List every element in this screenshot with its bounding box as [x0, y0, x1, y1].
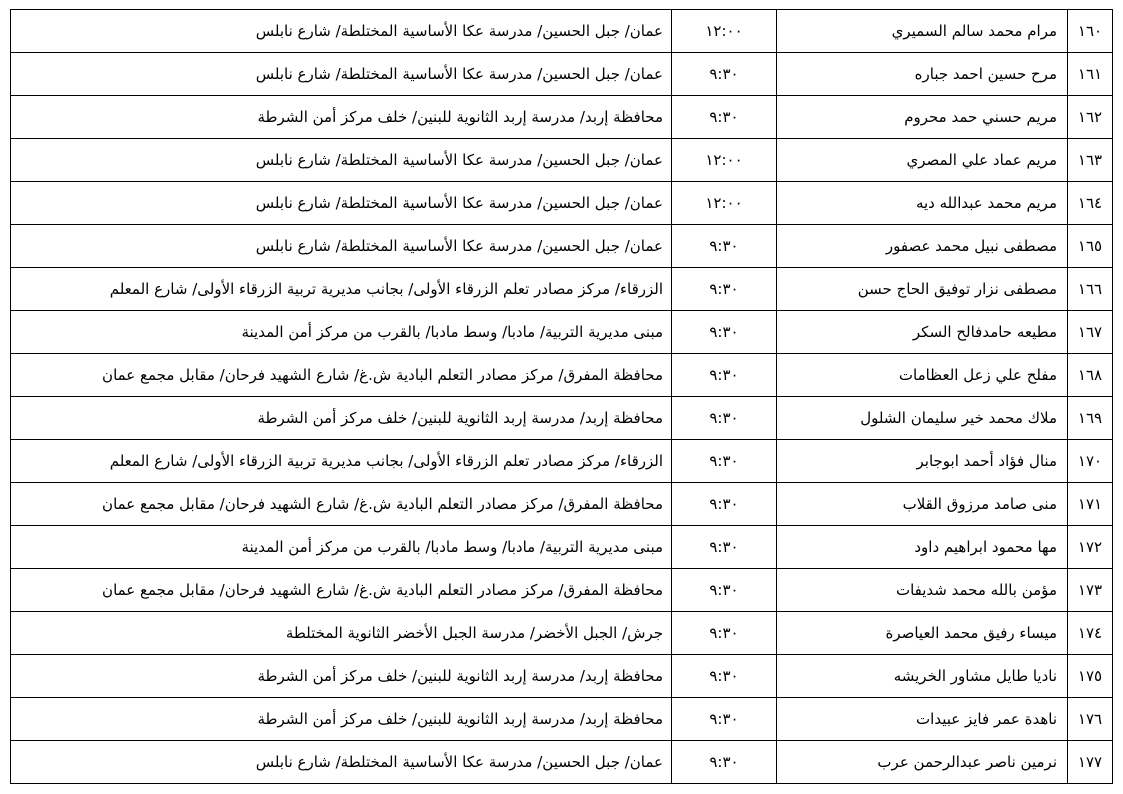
table-row [11, 96, 1113, 139]
candidate-name-cell: مريم محمد عبدالله ديه [777, 182, 1068, 225]
exam-location-cell: عمان/ جبل الحسين/ مدرسة عكا الأساسية المختلطة/ شارع نابلس [11, 53, 672, 96]
exam-time-cell: ٩:٣٠ [672, 440, 777, 483]
candidate-name-cell: مطيعه حامدفالح السكر [777, 311, 1068, 354]
candidate-name-cell: منى صامد مرزوق القلاب [777, 483, 1068, 526]
table-row [11, 182, 1113, 225]
candidate-name-cell: ملاك محمد خير سليمان الشلول [777, 397, 1068, 440]
exam-time-cell: ٩:٣٠ [672, 612, 777, 655]
exam-time-cell: ١٢:٠٠ [672, 139, 777, 182]
candidate-name-cell: مصطفى نبيل محمد عصفور [777, 225, 1068, 268]
candidate-name-cell: مؤمن بالله محمد شديفات [777, 569, 1068, 612]
candidate-name-cell: ناديا طايل مشاور الخريشه [777, 655, 1068, 698]
row-number-cell: ١٧٤ [1068, 612, 1113, 655]
exam-time-cell: ١٢:٠٠ [672, 10, 777, 53]
row-number-cell: ١٦٣ [1068, 139, 1113, 182]
exam-time-cell: ٩:٣٠ [672, 569, 777, 612]
candidate-name-cell: منال فؤاد أحمد ابوجابر [777, 440, 1068, 483]
exam-location-cell: محافظة إربد/ مدرسة إربد الثانوية للبنين/ خلف مركز أمن الشرطة [11, 397, 672, 440]
exam-time-cell: ٩:٣٠ [672, 96, 777, 139]
row-number-cell: ١٧٥ [1068, 655, 1113, 698]
table-row [11, 440, 1113, 483]
table-row [11, 139, 1113, 182]
exam-time-cell: ٩:٣٠ [672, 53, 777, 96]
candidate-name-cell: مرح حسين احمد جباره [777, 53, 1068, 96]
exam-location-cell: عمان/ جبل الحسين/ مدرسة عكا الأساسية المختلطة/ شارع نابلس [11, 139, 672, 182]
row-number-cell: ١٦٦ [1068, 268, 1113, 311]
row-number-cell: ١٦٤ [1068, 182, 1113, 225]
exam-location-cell: عمان/ جبل الحسين/ مدرسة عكا الأساسية المختلطة/ شارع نابلس [11, 10, 672, 53]
schedule-table [10, 9, 1113, 784]
row-number-cell: ١٦٧ [1068, 311, 1113, 354]
exam-time-cell: ٩:٣٠ [672, 698, 777, 741]
exam-location-cell: عمان/ جبل الحسين/ مدرسة عكا الأساسية المختلطة/ شارع نابلس [11, 182, 672, 225]
schedule-table-body [11, 10, 1113, 784]
candidate-name-cell: مها محمود ابراهيم داود [777, 526, 1068, 569]
exam-location-cell: عمان/ جبل الحسين/ مدرسة عكا الأساسية المختلطة/ شارع نابلس [11, 225, 672, 268]
row-number-cell: ١٧٢ [1068, 526, 1113, 569]
exam-time-cell: ٩:٣٠ [672, 311, 777, 354]
candidate-name-cell: ميساء رفيق محمد العياصرة [777, 612, 1068, 655]
table-row [11, 354, 1113, 397]
exam-location-cell: محافظة المفرق/ مركز مصادر التعلم البادية ش.غ/ شارع الشهيد فرحان/ مقابل مجمع عمان [11, 569, 672, 612]
table-row [11, 268, 1113, 311]
table-row [11, 655, 1113, 698]
exam-location-cell: محافظة إربد/ مدرسة إربد الثانوية للبنين/ خلف مركز أمن الشرطة [11, 96, 672, 139]
candidate-name-cell: مصطفى نزار توفيق الحاج حسن [777, 268, 1068, 311]
exam-location-cell: محافظة إربد/ مدرسة إربد الثانوية للبنين/ خلف مركز أمن الشرطة [11, 698, 672, 741]
exam-time-cell: ٩:٣٠ [672, 526, 777, 569]
table-row [11, 526, 1113, 569]
exam-time-cell: ٩:٣٠ [672, 225, 777, 268]
exam-location-cell: عمان/ جبل الحسين/ مدرسة عكا الأساسية المختلطة/ شارع نابلس [11, 741, 672, 784]
row-number-cell: ١٦٩ [1068, 397, 1113, 440]
table-row [11, 10, 1113, 53]
table-row [11, 397, 1113, 440]
row-number-cell: ١٦١ [1068, 53, 1113, 96]
exam-time-cell: ٩:٣٠ [672, 741, 777, 784]
table-row [11, 612, 1113, 655]
row-number-cell: ١٦٨ [1068, 354, 1113, 397]
row-number-cell: ١٧٧ [1068, 741, 1113, 784]
row-number-cell: ١٦٥ [1068, 225, 1113, 268]
exam-time-cell: ٩:٣٠ [672, 655, 777, 698]
exam-time-cell: ٩:٣٠ [672, 268, 777, 311]
exam-location-cell: محافظة إربد/ مدرسة إربد الثانوية للبنين/ خلف مركز أمن الشرطة [11, 655, 672, 698]
table-row [11, 569, 1113, 612]
table-row [11, 311, 1113, 354]
row-number-cell: ١٧٠ [1068, 440, 1113, 483]
exam-location-cell: مبنى مديرية التربية/ مادبا/ وسط مادبا/ بالقرب من مركز أمن المدينة [11, 526, 672, 569]
exam-location-cell: الزرقاء/ مركز مصادر تعلم الزرقاء الأولى/ بجانب مديرية تربية الزرقاء الأولى/ شارع المعلم [11, 440, 672, 483]
table-row [11, 225, 1113, 268]
candidate-name-cell: ناهدة عمر فايز عبيدات [777, 698, 1068, 741]
exam-time-cell: ٩:٣٠ [672, 354, 777, 397]
candidate-name-cell: مريم عماد علي المصري [777, 139, 1068, 182]
exam-location-cell: مبنى مديرية التربية/ مادبا/ وسط مادبا/ بالقرب من مركز أمن المدينة [11, 311, 672, 354]
candidate-name-cell: مريم حسني حمد محروم [777, 96, 1068, 139]
exam-location-cell: جرش/ الجبل الأخضر/ مدرسة الجبل الأخضر الثانوية المختلطة [11, 612, 672, 655]
candidate-name-cell: مفلح علي زعل العظامات [777, 354, 1068, 397]
exam-time-cell: ١٢:٠٠ [672, 182, 777, 225]
table-row [11, 483, 1113, 526]
exam-location-cell: محافظة المفرق/ مركز مصادر التعلم البادية ش.غ/ شارع الشهيد فرحان/ مقابل مجمع عمان [11, 354, 672, 397]
row-number-cell: ١٦٠ [1068, 10, 1113, 53]
row-number-cell: ١٦٢ [1068, 96, 1113, 139]
row-number-cell: ١٧٣ [1068, 569, 1113, 612]
row-number-cell: ١٧٦ [1068, 698, 1113, 741]
row-number-cell: ١٧١ [1068, 483, 1113, 526]
table-row [11, 741, 1113, 784]
table-row [11, 698, 1113, 741]
candidate-name-cell: مرام محمد سالم السميري [777, 10, 1068, 53]
exam-time-cell: ٩:٣٠ [672, 483, 777, 526]
exam-time-cell: ٩:٣٠ [672, 397, 777, 440]
exam-location-cell: محافظة المفرق/ مركز مصادر التعلم البادية ش.غ/ شارع الشهيد فرحان/ مقابل مجمع عمان [11, 483, 672, 526]
exam-location-cell: الزرقاء/ مركز مصادر تعلم الزرقاء الأولى/ بجانب مديرية تربية الزرقاء الأولى/ شارع المعلم [11, 268, 672, 311]
table-row [11, 53, 1113, 96]
candidate-name-cell: نرمين ناصر عبدالرحمن عرب [777, 741, 1068, 784]
